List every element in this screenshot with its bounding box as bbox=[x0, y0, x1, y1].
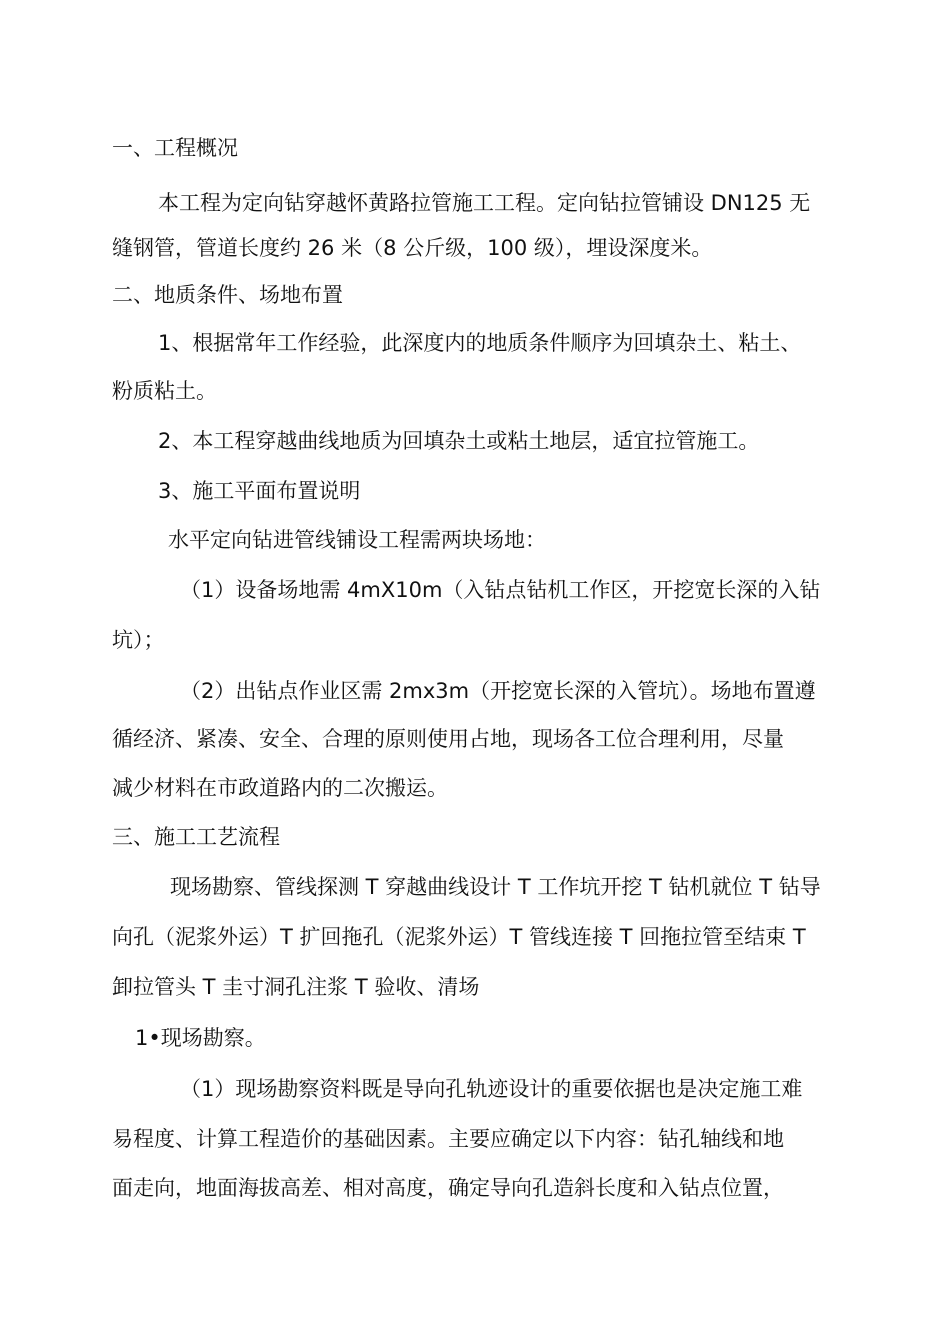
section-heading-2: 二、地质条件、场地布置 bbox=[112, 283, 343, 307]
paragraph-line: 减少材料在市政道路内的二次搬运。 bbox=[112, 776, 448, 800]
paragraph-line: 缝钢管，管道长度约 26 米（8 公斤级，100 级），埋设深度米。 bbox=[112, 236, 713, 260]
paragraph-line: 1、根据常年工作经验，此深度内的地质条件顺序为回填杂土、粘土、 bbox=[158, 331, 802, 355]
paragraph-line: 坑）； bbox=[112, 628, 165, 652]
paragraph-line: 2、本工程穿越曲线地质为回填杂土或粘土地层，适宜拉管施工。 bbox=[158, 429, 760, 453]
paragraph-line: 向孔（泥浆外运）T 扩回拖孔（泥浆外运）T 管线连接 T 回拖拉管至结束 T bbox=[112, 925, 806, 949]
paragraph-line: （2）出钻点作业区需 2mx3m（开挖宽长深的入管坑）。场地布置遵 bbox=[180, 679, 816, 703]
section-heading-1: 一、工程概况 bbox=[112, 136, 238, 160]
paragraph-line: （1）设备场地需 4mX10m（入钻点钻机工作区，开挖宽长深的入钻 bbox=[180, 578, 821, 602]
paragraph-line: 卸拉管头 T 圭寸洞孔注浆 T 验收、清场 bbox=[112, 975, 480, 999]
paragraph-line: 面走向，地面海拔高差、相对高度，确定导向孔造斜长度和入钻点位置， bbox=[112, 1176, 784, 1200]
paragraph-line: （1）现场勘察资料既是导向孔轨迹设计的重要依据也是决定施工难 bbox=[180, 1077, 803, 1101]
paragraph-line: 易程度、计算工程造价的基础因素。主要应确定以下内容：钻孔轴线和地 bbox=[112, 1127, 784, 1151]
subsection-heading: 1•现场勘察。 bbox=[135, 1026, 266, 1050]
paragraph-line: 本工程为定向钻穿越怀黄路拉管施工工程。定向钻拉管铺设 DN125 无 bbox=[158, 191, 811, 215]
paragraph-line: 水平定向钻进管线铺设工程需两块场地： bbox=[168, 528, 546, 552]
paragraph-line: 现场勘察、管线探测 T 穿越曲线设计 T 工作坑开挖 T 钻机就位 T 钻导 bbox=[170, 875, 821, 899]
section-heading-3: 三、施工工艺流程 bbox=[112, 825, 280, 849]
paragraph-line: 3、施工平面布置说明 bbox=[158, 479, 361, 503]
paragraph-line: 循经济、紧凑、安全、合理的原则使用占地，现场各工位合理利用，尽量 bbox=[112, 727, 784, 751]
paragraph-line: 粉质粘土。 bbox=[112, 379, 217, 403]
